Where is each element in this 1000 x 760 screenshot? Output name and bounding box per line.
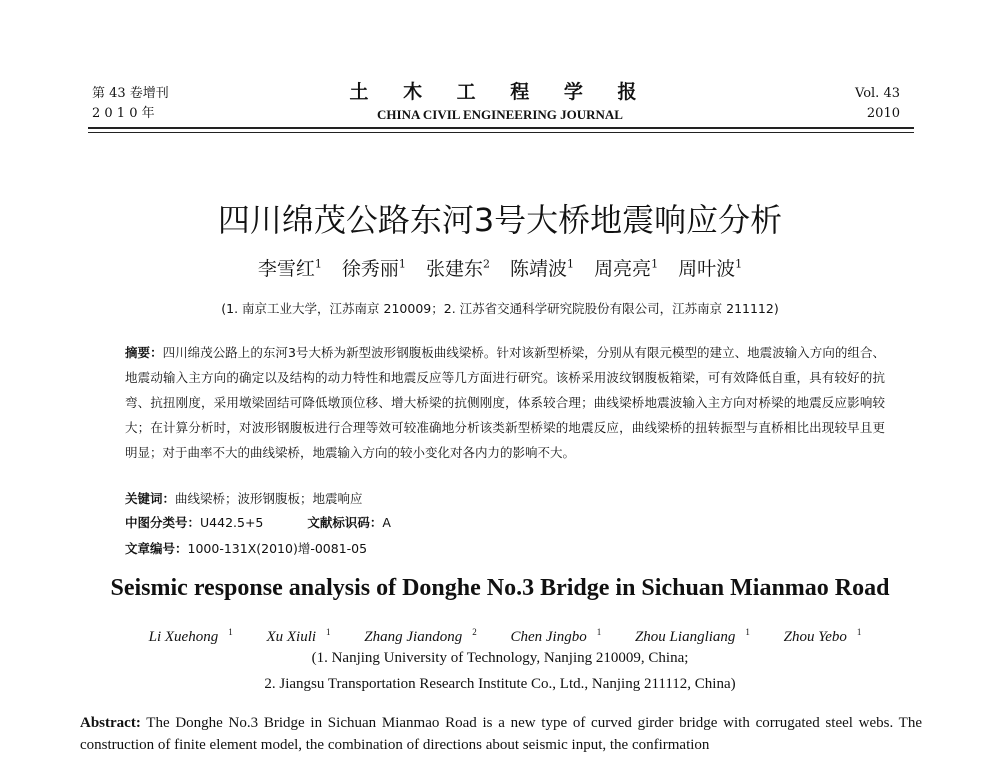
abstract-en bbox=[80, 712, 922, 756]
author-cn: 李雪红$^1$ bbox=[257, 258, 322, 281]
header-right bbox=[855, 84, 900, 124]
affiliation-en-line1: (1. Nanjing University of Technology, Nanjing 210009, China; bbox=[311, 650, 689, 666]
clc-value: U442.5+5 bbox=[200, 515, 264, 530]
volume-issue: 第 43 卷增刊 bbox=[92, 86, 169, 101]
abstract-en-text: The Donghe No.3 Bridge in Sichuan Mianmao Road is a new type of curved girder bridge with corrugated steel webs. The construction of finite element model, the combination of directions about seismic input, the confirmation bbox=[80, 715, 922, 753]
header-rule-thin bbox=[88, 132, 914, 133]
classification-line bbox=[125, 514, 391, 532]
author-en: Zhou Yebo $^1$ bbox=[783, 627, 862, 645]
doc-code-value: A bbox=[382, 515, 391, 530]
journal-name bbox=[0, 80, 1000, 126]
author-en: Chen Jingbo $^1$ bbox=[510, 627, 602, 645]
keywords-text: 曲线梁桥；波形钢腹板；地震响应 bbox=[175, 491, 363, 506]
author-en: Li Xuehong $^1$ bbox=[148, 627, 233, 645]
author-en: Zhou Liangliang $^1$ bbox=[634, 627, 750, 645]
article-number-label: 文章编号： bbox=[125, 541, 188, 556]
affiliation-cn: (1. 南京工业大学，江苏南京 210009；2. 江苏省交通科学研究院股份有限公司，江苏南京 211112) bbox=[221, 301, 779, 316]
author-cn: 周叶波$^1$ bbox=[678, 258, 743, 281]
author-cn: 陈靖波$^1$ bbox=[510, 258, 575, 281]
article-number bbox=[125, 540, 367, 558]
journal-name-en: CHINA CIVIL ENGINEERING JOURNAL bbox=[377, 107, 623, 122]
author-en: Zhang Jiandong $^2$ bbox=[364, 627, 477, 645]
keywords-label: 关键词： bbox=[125, 491, 176, 506]
author-cn: 徐秀丽$^1$ bbox=[341, 258, 406, 281]
keywords-cn bbox=[125, 490, 363, 508]
abstract-en-label: Abstract: bbox=[80, 715, 141, 731]
author-list-cn bbox=[0, 252, 1000, 282]
doc-code-label: 文献标识码： bbox=[307, 515, 383, 530]
volume-en: Vol. 43 bbox=[855, 86, 900, 101]
clc-label: 中图分类号： bbox=[125, 515, 201, 530]
author-list-en bbox=[0, 622, 1000, 647]
paper-title-cn: 四川绵茂公路东河3号大桥地震响应分析 bbox=[217, 201, 783, 239]
abstract-cn-text: 四川绵茂公路上的东河3号大桥为新型波形钢腹板曲线梁桥。针对该新型桥梁，分别从有限元模型的建立、地震波输入方向的组合、地震动输入主方向的确定以及结构的动力特性和地震反应等几方面进行研究。该桥采用波纹钢腹板箱梁，可有效降低自重，具有较好的抗弯、抗扭刚度，采用墩梁固结可降低墩顶位移、增大桥梁的抗侧刚度，体系较合理；曲线梁桥地震波输入主方向对桥梁的地震反应影响较大；在计算分析时，对波形钢腹板进行合理等效可较准确地分析该类新型桥梁的地震反应，曲线梁桥的扭转振型与直桥相比出现较早且更明显；对于曲率不大的曲线梁桥，地震输入方向的较小变化对各内力的影响不大。 bbox=[125, 345, 885, 460]
affiliation-en-line2: 2. Jiangsu Transportation Research Institute Co., Ltd., Nanjing 211112, China) bbox=[264, 676, 736, 692]
author-en: Xu Xiuli $^1$ bbox=[266, 627, 331, 645]
paper-title-en: Seismic response analysis of Donghe No.3 Bridge in Sichuan Mianmao Road bbox=[110, 575, 890, 601]
header-rule-thick bbox=[88, 127, 914, 129]
abstract-cn-label: 摘要： bbox=[125, 345, 163, 360]
abstract-cn bbox=[125, 340, 885, 465]
year-cn: 2 0 1 0 年 bbox=[92, 106, 155, 121]
journal-name-cn: 土 木 工 程 学 报 bbox=[349, 81, 651, 103]
year-en: 2010 bbox=[866, 106, 900, 121]
article-number-value: 1000-131X(2010)增-0081-05 bbox=[187, 541, 368, 556]
author-cn: 周亮亮$^1$ bbox=[594, 258, 659, 281]
author-cn: 张建东$^2$ bbox=[425, 258, 490, 281]
